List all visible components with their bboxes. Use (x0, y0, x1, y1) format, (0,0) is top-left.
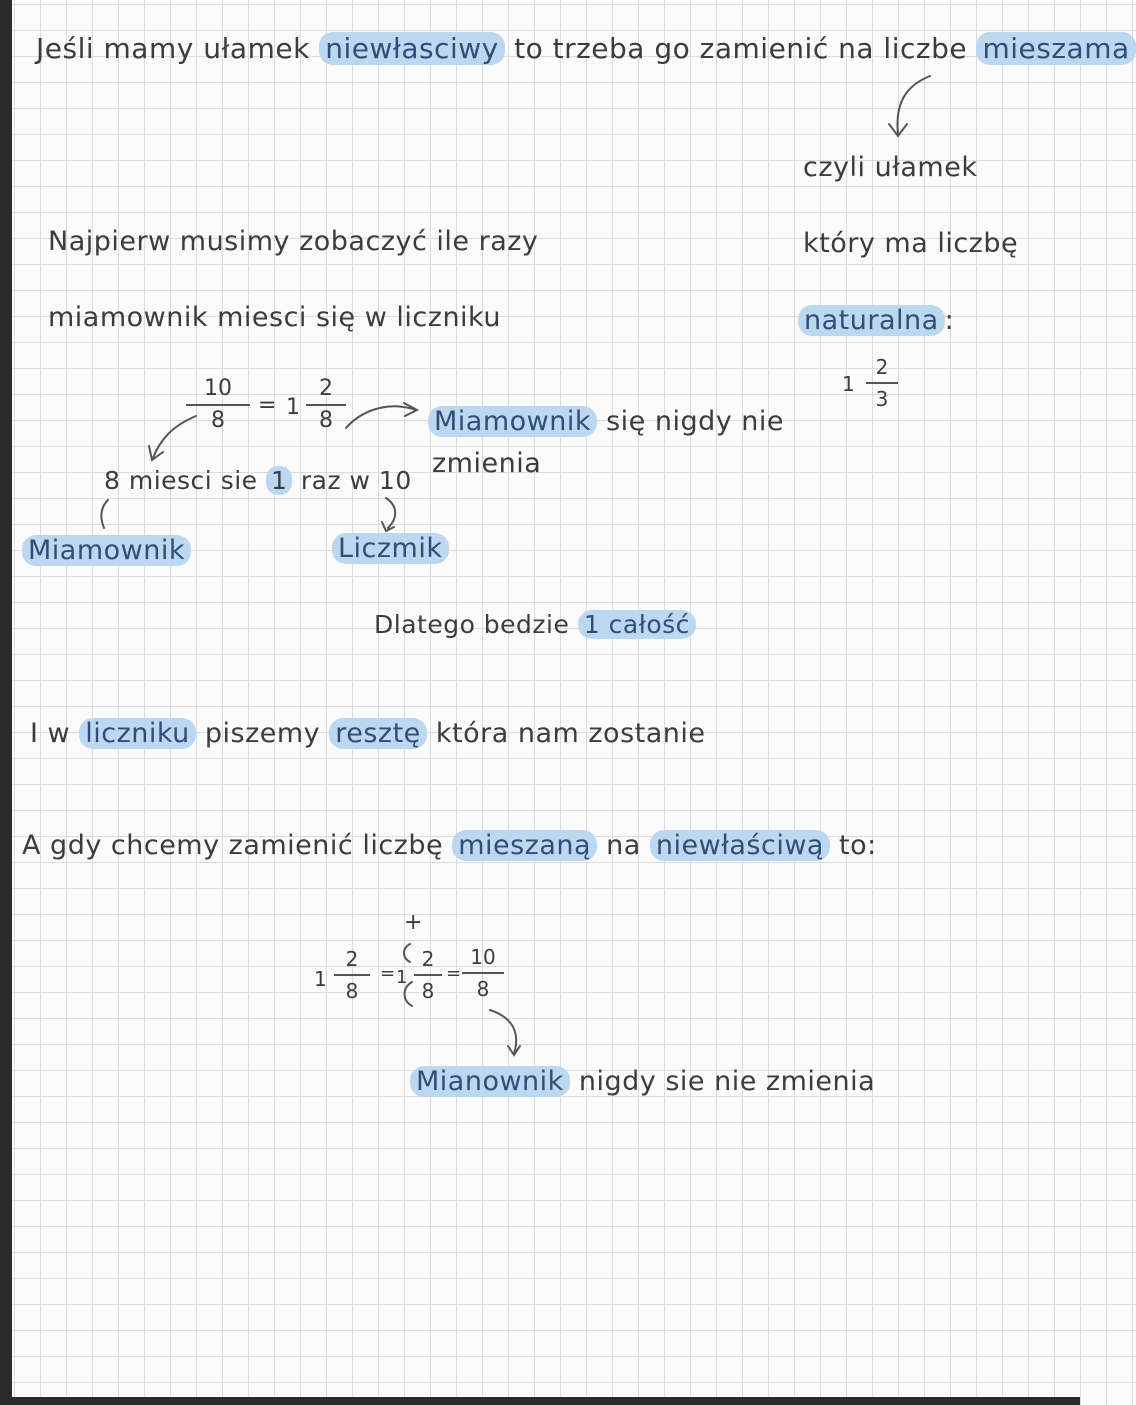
step1-line2: miamownik miesci się w liczniku (48, 302, 501, 333)
highlight-mixed-number: mieszaną (452, 830, 597, 861)
remainder-line (30, 718, 706, 749)
intro-text-2: to trzeba go zamienić na liczbe (504, 32, 977, 65)
highlight-numerator: liczniku (79, 718, 196, 749)
therefore-line (374, 610, 696, 639)
remainder-text-1: I w (30, 718, 80, 749)
example2-numerator2: 2 (421, 947, 435, 971)
side-note-line1: czyli ułamek (803, 152, 978, 183)
reverse-line (22, 830, 877, 861)
highlight-label-numerator: Liczmik (332, 533, 449, 564)
reverse-text-1: A gdy chcemy zamienić liczbę (22, 830, 453, 861)
note1-text: się nigdy nie (597, 406, 785, 437)
intro-text-1: Jeśli mamy ułamek (36, 32, 320, 65)
example2-numerator1: 2 (345, 947, 359, 971)
arrow-to-numerator-label (382, 498, 395, 531)
example1-result-numerator: 2 (319, 376, 333, 401)
highlight-denominator: Miamownik (428, 406, 597, 437)
example2-equals1: = (380, 963, 396, 984)
arrow-to-note2 (490, 1010, 520, 1055)
example2-denominator1: 8 (345, 979, 359, 1003)
example2-whole1: 1 (314, 967, 327, 991)
highlight-denominator-2: Mianownik (410, 1066, 570, 1097)
fraction-bar (866, 382, 898, 384)
remainder-text-3: która nam zostanie (426, 718, 706, 749)
reverse-text-2: na (597, 830, 650, 861)
example1-improper-fraction (186, 376, 250, 434)
example1-equals: = (258, 393, 277, 418)
binder-edge (0, 0, 12, 1405)
example1-whole: 1 (286, 395, 300, 420)
highlight-remainder: resztę (329, 718, 427, 749)
example2-plus: + (404, 910, 423, 935)
highlight-improper: niewłasciwy (319, 32, 505, 65)
note1-line1 (428, 406, 784, 437)
example2-equals2: = (446, 963, 462, 984)
side-example-denominator: 3 (875, 387, 889, 411)
arrow-to-note1 (346, 403, 417, 428)
example2-result-denominator: 8 (476, 977, 490, 1001)
example1-numerator: 10 (204, 376, 232, 401)
remainder-text-2: piszemy (195, 718, 330, 749)
intro-line (36, 32, 1136, 65)
page-bottom-edge (0, 1397, 1080, 1405)
fits-line (104, 466, 412, 495)
example1-denominator: 8 (211, 408, 225, 433)
highlight-improper-fraction: niewłaściwą (650, 830, 830, 861)
example2-fraction2 (414, 946, 442, 1004)
example2-whole2: 1 (396, 967, 408, 988)
arrow-to-denominator-label (101, 500, 108, 528)
highlight-label-denominator: Miamownik (22, 535, 191, 566)
fraction-bar (306, 404, 346, 406)
therefore-text: Dlatego bedzie (374, 610, 578, 639)
arrow-to-side-note (889, 76, 930, 136)
fits-text-1: 8 miesci sie (104, 466, 266, 495)
example2-denominator2: 8 (421, 979, 435, 1003)
side-example-whole: 1 (842, 372, 855, 396)
fraction-bar (462, 972, 504, 974)
side-example-fraction (866, 354, 898, 412)
note1-line2: zmienia (432, 448, 542, 479)
fraction-bar (334, 974, 370, 976)
highlight-mixed: mieszama (976, 32, 1135, 65)
side-example-numerator: 2 (875, 355, 889, 379)
label-denominator (22, 535, 191, 566)
highlight-one: 1 (266, 466, 292, 495)
side-note-line3 (798, 305, 954, 336)
reverse-text-3: to: (829, 830, 877, 861)
example2-result-numerator: 10 (470, 945, 496, 969)
example1-result-fraction (306, 376, 346, 434)
fraction-bar (414, 974, 442, 976)
example2-result-fraction (462, 944, 504, 1002)
note2-text: nigdy sie nie zmienia (569, 1066, 876, 1097)
label-numerator (332, 533, 449, 564)
highlight-whole: 1 całość (578, 610, 696, 639)
fraction-bar (186, 404, 250, 406)
side-note-line2: który ma liczbę (803, 228, 1019, 259)
highlight-natural: naturalna (798, 305, 945, 336)
example2-fraction1 (334, 946, 370, 1004)
note2-line (410, 1066, 875, 1097)
bracket-numerator (404, 944, 410, 962)
example1-result-denominator: 8 (319, 408, 333, 433)
step1-line1: Najpierw musimy zobaczyć ile razy (48, 226, 539, 257)
side-note-colon: : (944, 305, 955, 336)
fits-text-2: raz w 10 (292, 466, 412, 495)
